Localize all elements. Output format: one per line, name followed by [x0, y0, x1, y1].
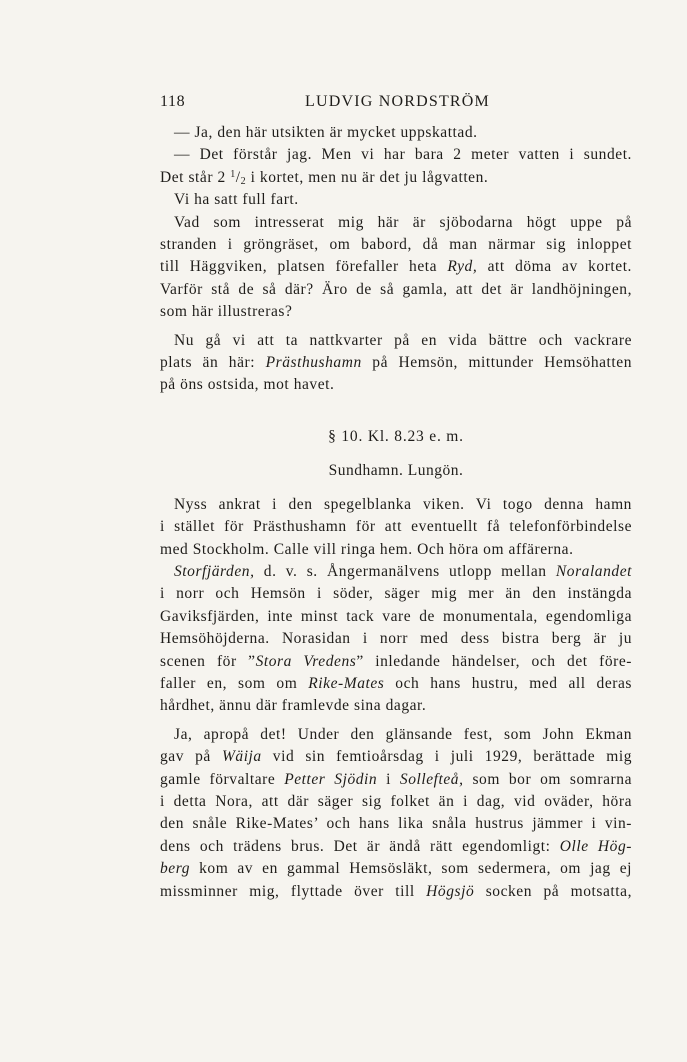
place-heading: Sundhamn. Lungön. [328, 462, 464, 480]
text-line: plats än här: Prästhushamn på Hemsön, mittunder Hemsöhatten [160, 354, 633, 372]
text-line: scenen för ”Stora Vredens” inledande händelser, och det före- [160, 652, 632, 670]
text-line: Nu gå vi att ta nattkvarter på en vida bättre och vackrare [174, 331, 632, 349]
paragraph [160, 724, 632, 903]
text-line: i stället för Prästhushamn för att eventuellt få telefonförbindelse [160, 518, 632, 536]
paragraph [160, 494, 632, 561]
text-line: faller en, som om Rike-Mates och hans hustru, med all deras [160, 674, 632, 692]
paragraph [160, 122, 632, 144]
text-line: i detta Nora, att där säger sig folket än i dag, vid oväder, höra [160, 792, 632, 810]
text-line: berg kom av en gammal Hemsösläkt, som sedermera, om jag ej [160, 860, 632, 878]
text-line: Hemsöhöjderna. Norasidan i norr med dess bistra berg är ju [160, 630, 632, 648]
paragraph [160, 144, 632, 211]
text-line: gav på Wäija vid sin femtioårsdag i juli 1929, berättade mig [160, 748, 632, 766]
text-line: den snåle Rike-Mates’ och hans lika snåla hustrus jämmer i vin- [160, 815, 632, 833]
running-head: LUDVIG NORDSTRÖM [305, 93, 490, 110]
text-line: — Det förstår jag. Men vi har bara 2 meter vatten i sundet. [174, 146, 632, 164]
text-line: Vi ha satt full fart. [174, 191, 299, 209]
text-line: med Stockholm. Calle vill ringa hem. Och höra om affärerna. [160, 540, 574, 558]
text-line: — Ja, den här utsikten är mycket uppskattad. [174, 124, 478, 141]
text-line: som här illustreras? [160, 303, 293, 321]
page-header [0, 93, 687, 117]
text-line: stranden i gröngräset, om babord, då man närmar sig inloppet [160, 236, 632, 254]
text-line: på öns ostsida, mot havet. [160, 376, 335, 394]
section-heading: § 10. Kl. 8.23 e. m. [328, 427, 464, 445]
page-number: 118 [160, 93, 186, 110]
paragraph [160, 330, 632, 397]
text-line: gamle förvaltare Petter Sjödin i Sollefteå, som bor om somrarna [160, 770, 632, 788]
text-line: hårdhet, ännu där framlevde sina dagar. [160, 697, 427, 715]
paragraph [160, 561, 632, 718]
text-line: Varför stå de så där? Äro de så gamla, att det är landhöjningen, [160, 280, 632, 298]
body-text [160, 122, 632, 903]
text-line: Storfjärden, d. v. s. Ångermanälvens utlopp mellan Noralandet [174, 562, 632, 580]
text-line: i norr och Hemsön i söder, säger mig mer än den instängda [160, 585, 632, 603]
text-line: Vad som intresserat mig här är sjöbodarna högt uppe på [174, 213, 632, 231]
text-line: missminner mig, flyttade över till Högsjö socken på motsatta, [160, 882, 632, 900]
text-line: till Häggviken, platsen förefaller heta Ryd, att döma av kortet. [160, 258, 632, 276]
text-line: Gaviksfjärden, inte minst tack vare de monumentala, egendomliga [160, 607, 632, 625]
text-line: Nyss ankrat i den spegelblanka viken. Vi togo denna hamn [174, 495, 632, 513]
text-line: dens och trädens brus. Det är ändå rätt egendomligt: Olle Hög- [160, 837, 632, 855]
text-line: Det står 2 $^1/_2$ i kortet, men nu är det ju lågvatten. [160, 168, 489, 187]
paragraph [160, 212, 632, 324]
text-line: Ja, apropå det! Under den glänsande fest, som John Ekman [174, 725, 632, 743]
